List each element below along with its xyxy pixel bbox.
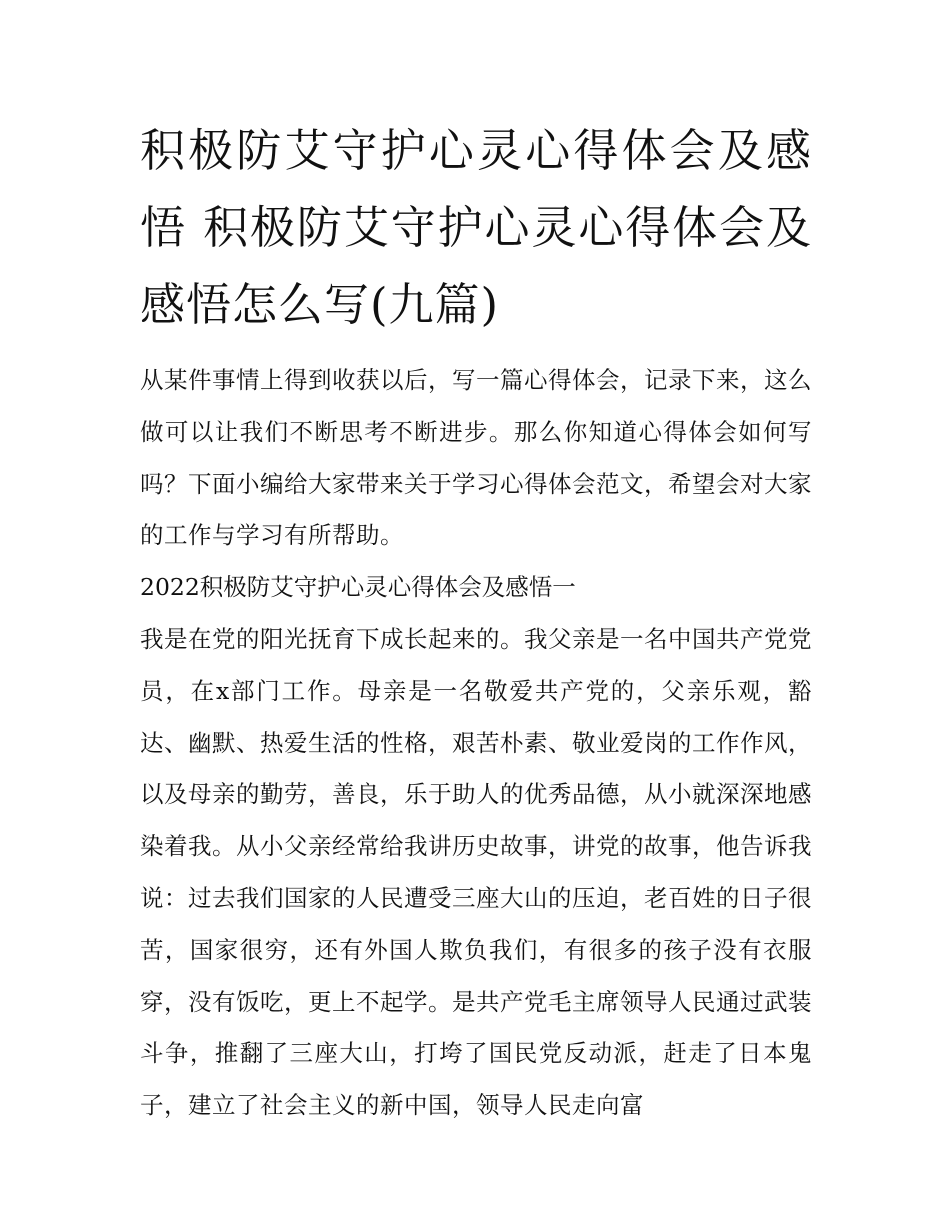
section-heading: 2022积极防艾守护心灵心得体会及感悟一 xyxy=(140,573,576,602)
intro-paragraph: 从某件事情上得到收获以后，写一篇心得体会，记录下来，这么做可以让我们不断思考不断进步。那么你知道心得体会如何写吗？下面小编给大家带来关于学习心得体会范文，希望会对大家的工作与学习有所帮助。 xyxy=(140,366,812,550)
document-page xyxy=(140,112,812,1132)
section-body-paragraph: 我是在党的阳光抚育下成长起来的。我父亲是一名中国共产党党员，在x部门工作。母亲是一名敬爱共产党的，父亲乐观，豁达、幽默、热爱生活的性格，艰苦朴素、敬业爱岗的工作作风，以及母亲的勤劳，善良，乐于助人的优秀品德，从小就深深地感染着我。从小父亲经常给我讲历史故事，讲党的故事，他告诉我说：过去我们国家的人民遭受三座大山的压迫，老百姓的日子很苦，国家很穷，还有外国人欺负我们，有很多的孩子没有衣服穿，没有饭吃，更上不起学。是共产党毛主席领导人民通过武装斗争，推翻了三座大山，打垮了国民党反动派，赶走了日本鬼子，建立了社会主义的新中国，领导人民走向富 xyxy=(140,624,812,1120)
document-title: 积极防艾守护心灵心得体会及感悟 积极防艾守护心灵心得体会及感悟怎么写(九篇) xyxy=(140,124,812,331)
